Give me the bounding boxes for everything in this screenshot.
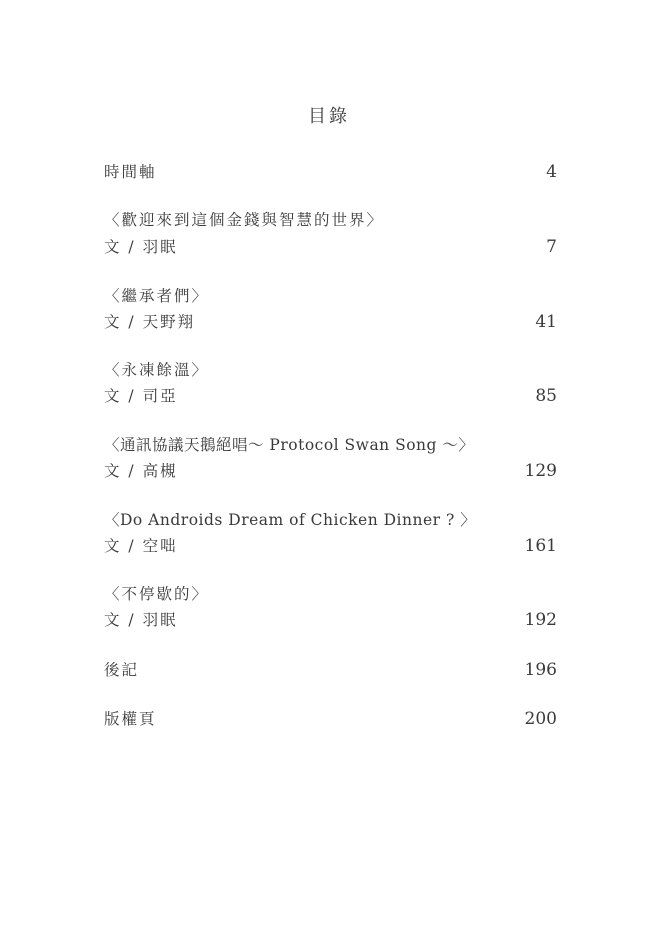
toc-entry-page: 7 (546, 237, 557, 257)
toc-entry-author: 文 / 高槻 (104, 462, 178, 480)
toc-entry-afterword[interactable] (104, 658, 557, 682)
toc-entry-page: 196 (524, 660, 557, 680)
toc-entry-title: 時間軸 (104, 163, 157, 181)
toc-entry-author-line (104, 384, 557, 408)
toc-entry-timeline[interactable] (104, 160, 557, 184)
page-title: 目錄 (308, 106, 350, 127)
toc-entry-page: 85 (535, 386, 557, 406)
toc-entry-title: 〈Do Androids Dream of Chicken Dinner ? 〉 (104, 511, 477, 529)
toc-entry-title: 〈通訊協議天鵝絕唱～ Protocol Swan Song ～〉 (104, 436, 475, 454)
toc-entry-author-line (104, 608, 557, 632)
toc-entry-title: 〈永凍餘溫〉 (104, 361, 210, 379)
toc-entry-author: 文 / 羽眠 (104, 611, 178, 629)
toc-entry-author: 文 / 司亞 (104, 387, 178, 405)
toc-entry-title: 後記 (104, 661, 140, 679)
toc-entry-title-line[interactable] (104, 358, 557, 382)
toc-entry-author-line (104, 459, 557, 483)
toc-entry-page: 161 (524, 536, 557, 556)
toc-entry-page: 200 (524, 709, 557, 729)
toc-entry-title: 〈歡迎來到這個金錢與智慧的世界〉 (104, 211, 385, 229)
toc-entry-author-line (104, 310, 557, 334)
toc-entry-copyright[interactable] (104, 707, 557, 731)
toc-entry-page: 41 (535, 312, 557, 332)
toc-entry-author-line (104, 235, 557, 259)
toc-entry-author: 文 / 空咄 (104, 537, 178, 555)
toc-entry-page: 129 (524, 461, 557, 481)
toc-entry-author: 文 / 天野翔 (104, 313, 196, 331)
toc-entry-title-line[interactable] (104, 208, 557, 232)
toc-entry-title-line[interactable] (104, 582, 557, 606)
toc-entry-title-line[interactable] (104, 433, 557, 457)
toc-entry-title: 〈不停歇的〉 (104, 585, 210, 603)
toc-entry-title: 版權頁 (104, 710, 157, 728)
toc-entry-author-line (104, 534, 557, 558)
toc-entry-page: 4 (546, 162, 557, 182)
toc-entry-author: 文 / 羽眠 (104, 238, 178, 256)
toc-entry-title: 〈繼承者們〉 (104, 287, 210, 305)
toc-entry-title-line[interactable] (104, 284, 557, 308)
toc-entry-title-line[interactable] (104, 508, 557, 532)
toc-entry-page: 192 (524, 610, 557, 630)
